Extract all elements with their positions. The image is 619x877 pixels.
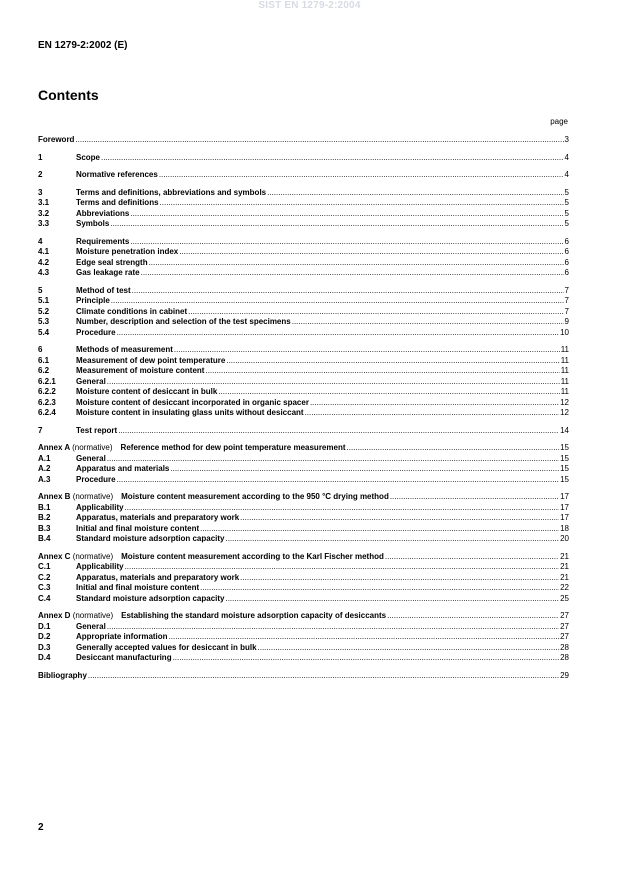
toc-entry-label: Standard moisture adsorption capacity bbox=[76, 534, 225, 543]
dot-leader bbox=[132, 286, 564, 297]
toc-entry-number: A.1 bbox=[38, 453, 51, 463]
annex-name: Annex A bbox=[38, 443, 70, 452]
toc-entry-page: 28 bbox=[560, 653, 569, 662]
dot-leader bbox=[258, 643, 560, 654]
dot-leader bbox=[130, 237, 563, 248]
toc-entry-number: B.4 bbox=[38, 534, 51, 543]
toc-entry-page: 12 bbox=[560, 397, 569, 407]
annex-toc-entry[interactable] bbox=[38, 503, 569, 514]
toc-entry-label: Procedure bbox=[76, 327, 116, 337]
toc-entry-number: D.3 bbox=[38, 642, 51, 652]
dot-leader bbox=[159, 170, 564, 181]
page-number: 2 bbox=[38, 822, 44, 833]
page-column-label: page bbox=[550, 117, 568, 126]
dot-leader bbox=[188, 307, 563, 318]
toc-entry-page: 7 bbox=[564, 296, 569, 305]
toc-entry-number: D.1 bbox=[38, 621, 51, 631]
dot-leader bbox=[305, 408, 560, 419]
toc-entry-page: 5 bbox=[564, 208, 569, 218]
annex-toc-entry[interactable] bbox=[38, 475, 569, 486]
annex-title: Reference method for dew point temperature measurement bbox=[120, 443, 346, 452]
toc-entry-page: 9 bbox=[564, 317, 569, 326]
toc-entry-label: Methods of measurement bbox=[76, 345, 173, 354]
annex-toc-entry[interactable] bbox=[38, 562, 569, 573]
toc-entry-number: B.2 bbox=[38, 513, 51, 522]
annex-toc-entry[interactable] bbox=[38, 643, 569, 654]
toc-entry[interactable] bbox=[38, 356, 569, 367]
toc-entry-number: 3.2 bbox=[38, 208, 50, 218]
toc-entry-number: 4.2 bbox=[38, 257, 50, 267]
toc-entry[interactable] bbox=[38, 247, 569, 258]
toc-entry[interactable] bbox=[38, 209, 569, 220]
toc-entry-page: 29 bbox=[560, 670, 569, 680]
toc-entry-page: 22 bbox=[560, 583, 569, 592]
toc-entry-label: Terms and definitions bbox=[76, 198, 159, 207]
toc-entry-page: 20 bbox=[560, 534, 569, 543]
annex-name: Annex C bbox=[38, 551, 71, 561]
toc-entry-label: Abbreviations bbox=[76, 208, 130, 218]
toc-entry-label: Moisture content in insulating glass units without desiccant bbox=[76, 408, 304, 417]
annex-toc-entry[interactable] bbox=[38, 534, 569, 545]
toc-entry-label: General bbox=[76, 453, 106, 463]
toc-entry-label: Scope bbox=[76, 152, 101, 162]
toc-entry-label: Terms and definitions, abbreviations and symbols bbox=[76, 187, 267, 197]
toc-entry-label: Normative references bbox=[76, 170, 158, 179]
toc-entry-page: 11 bbox=[560, 387, 569, 396]
dot-leader bbox=[118, 426, 559, 437]
page-title: Contents bbox=[38, 87, 99, 103]
dot-leader bbox=[200, 583, 559, 594]
dot-leader bbox=[225, 594, 559, 605]
toc-entry[interactable] bbox=[38, 426, 569, 437]
dot-leader bbox=[240, 513, 559, 524]
document-id: EN 1279-2:2002 (E) bbox=[38, 40, 128, 51]
toc-entry-label: Appropriate information bbox=[76, 632, 168, 641]
toc-entry-page: 28 bbox=[560, 642, 569, 652]
toc-entry-label: Requirements bbox=[76, 236, 130, 246]
toc-entry-page: 18 bbox=[560, 523, 569, 533]
toc-entry[interactable] bbox=[38, 286, 569, 297]
annex-kind: (normative) bbox=[72, 611, 114, 620]
toc-entry-number: C.4 bbox=[38, 593, 51, 603]
annex-page: 15 bbox=[560, 443, 569, 452]
dot-leader bbox=[205, 366, 559, 377]
toc-entry-number: 6.2.1 bbox=[38, 376, 56, 386]
toc-entry-number: 1 bbox=[38, 152, 43, 162]
toc-entry-number: 3.1 bbox=[38, 198, 50, 207]
toc-entry[interactable] bbox=[38, 258, 569, 269]
toc-entry-number: B.1 bbox=[38, 502, 51, 512]
toc-entry-page: 3 bbox=[564, 135, 569, 144]
toc-entry-page: 5 bbox=[564, 219, 569, 228]
toc-entry-label: Standard moisture adsorption capacity bbox=[76, 593, 225, 603]
toc-entry[interactable] bbox=[38, 268, 569, 279]
annex-heading[interactable] bbox=[38, 611, 569, 622]
dot-leader bbox=[110, 219, 563, 230]
toc-entry-number: 5.4 bbox=[38, 327, 50, 337]
toc-entry[interactable] bbox=[38, 307, 569, 318]
dot-leader bbox=[240, 573, 559, 584]
dot-leader bbox=[149, 258, 564, 269]
annex-toc-entry[interactable] bbox=[38, 632, 569, 643]
annex-toc-entry[interactable] bbox=[38, 583, 569, 594]
annex-title: Establishing the standard moisture adsorption capacity of desiccants bbox=[121, 611, 387, 620]
annex-toc-entry[interactable] bbox=[38, 524, 569, 535]
dot-leader bbox=[107, 622, 559, 633]
dot-leader bbox=[173, 653, 560, 664]
toc-entry-label: Test report bbox=[76, 425, 118, 435]
dot-leader bbox=[125, 503, 560, 514]
toc-entry-number: B.3 bbox=[38, 523, 51, 533]
toc-entry-number: 6.2.2 bbox=[38, 387, 56, 396]
toc-entry[interactable] bbox=[38, 135, 569, 146]
dot-leader bbox=[179, 247, 563, 258]
toc-entry[interactable] bbox=[38, 170, 569, 181]
dot-leader bbox=[170, 464, 559, 475]
toc-entry-label: Apparatus and materials bbox=[76, 464, 170, 473]
toc-entry-label: Desiccant manufacturing bbox=[76, 653, 172, 662]
toc-entry-page: 4 bbox=[564, 152, 569, 162]
toc-entry-page: 7 bbox=[564, 285, 569, 295]
dot-leader bbox=[200, 524, 559, 535]
annex-toc-entry[interactable] bbox=[38, 464, 569, 475]
toc-entry-page: 5 bbox=[564, 198, 569, 207]
toc-entry-label: Edge seal strength bbox=[76, 257, 148, 267]
dot-leader bbox=[101, 153, 564, 164]
toc-entry-label: Moisture content of desiccant incorporated in organic spacer bbox=[76, 397, 309, 407]
dot-leader bbox=[117, 328, 560, 339]
toc-entry-label: Principle bbox=[76, 296, 110, 305]
dot-leader bbox=[88, 671, 559, 682]
toc-entry-label: Climate conditions in cabinet bbox=[76, 306, 188, 316]
annex-page: 21 bbox=[560, 551, 569, 561]
toc-entry-label: Gas leakage rate bbox=[76, 268, 140, 277]
toc-entry-number: 5 bbox=[38, 285, 43, 295]
toc-entry-label: Apparatus, materials and preparatory work bbox=[76, 513, 240, 522]
annex-kind: (normative) bbox=[72, 551, 114, 561]
toc-entry-number: 5.3 bbox=[38, 317, 50, 326]
toc-entry-number: 5.2 bbox=[38, 306, 50, 316]
toc-entry-number: D.2 bbox=[38, 632, 51, 641]
dot-leader bbox=[387, 611, 559, 622]
toc-entry-page: 15 bbox=[560, 474, 569, 484]
dot-leader bbox=[225, 534, 559, 545]
dot-leader bbox=[141, 268, 564, 279]
toc-entry[interactable] bbox=[38, 153, 569, 164]
dot-leader bbox=[218, 387, 559, 398]
toc-entry-label: Applicability bbox=[76, 502, 124, 512]
annex-heading[interactable] bbox=[38, 552, 569, 563]
toc-entry-number: 3.3 bbox=[38, 219, 50, 228]
toc-entry-page: 15 bbox=[560, 464, 569, 473]
toc-entry[interactable] bbox=[38, 366, 569, 377]
annex-label bbox=[38, 552, 384, 563]
toc-entry-number: 5.1 bbox=[38, 296, 50, 305]
toc-entry[interactable] bbox=[38, 328, 569, 339]
toc-entry-label: Foreword bbox=[38, 135, 75, 144]
toc-entry-page: 21 bbox=[560, 562, 569, 571]
toc-entry[interactable] bbox=[38, 398, 569, 409]
toc-entry-number: 4 bbox=[38, 236, 43, 246]
toc-entry-number: D.4 bbox=[38, 653, 51, 662]
toc-entry-page: 5 bbox=[564, 187, 569, 197]
dot-leader bbox=[111, 296, 564, 307]
toc-entry-page: 4 bbox=[564, 170, 569, 179]
toc-entry[interactable] bbox=[38, 198, 569, 209]
toc-entry-number: A.2 bbox=[38, 464, 51, 473]
toc-entry-page: 11 bbox=[560, 355, 569, 365]
dot-leader bbox=[75, 135, 563, 146]
annex-label bbox=[38, 492, 389, 503]
toc-entry-label: Measurement of moisture content bbox=[76, 366, 205, 375]
toc-entry[interactable] bbox=[38, 377, 569, 388]
toc-entry-number: 6.2.4 bbox=[38, 408, 56, 417]
dot-leader bbox=[226, 356, 559, 367]
toc-entry-number: 2 bbox=[38, 170, 43, 179]
toc-entry[interactable] bbox=[38, 219, 569, 230]
annex-label bbox=[38, 443, 346, 454]
dot-leader bbox=[310, 398, 559, 409]
toc-entry-label: Symbols bbox=[76, 219, 110, 228]
annex-title: Moisture content measurement according to the Karl Fischer method bbox=[121, 551, 384, 561]
toc-entry-page: 17 bbox=[560, 502, 569, 512]
annex-heading[interactable] bbox=[38, 492, 569, 503]
annex-kind: (normative) bbox=[72, 443, 113, 452]
dot-leader bbox=[125, 562, 560, 573]
table-of-contents bbox=[38, 135, 569, 681]
annex-toc-entry[interactable] bbox=[38, 653, 569, 664]
dot-leader bbox=[347, 443, 560, 454]
annex-toc-entry[interactable] bbox=[38, 573, 569, 584]
toc-entry-number: C.1 bbox=[38, 562, 51, 571]
toc-entry-page: 14 bbox=[560, 425, 569, 435]
toc-entry-page: 7 bbox=[564, 306, 569, 316]
annex-page: 27 bbox=[560, 611, 569, 620]
toc-entry-page: 6 bbox=[564, 236, 569, 246]
toc-entry-label: Initial and final moisture content bbox=[76, 583, 200, 592]
annex-toc-entry[interactable] bbox=[38, 454, 569, 465]
annex-title: Moisture content measurement according to the 950 °C drying method bbox=[121, 492, 389, 501]
annex-name: Annex B bbox=[38, 492, 71, 501]
toc-entry-page: 6 bbox=[564, 268, 569, 277]
toc-entry-label: Initial and final moisture content bbox=[76, 523, 200, 533]
toc-entry[interactable] bbox=[38, 237, 569, 248]
toc-entry-label: Measurement of dew point temperature bbox=[76, 355, 226, 365]
dot-leader bbox=[174, 345, 560, 356]
toc-entry[interactable] bbox=[38, 345, 569, 356]
toc-entry-page: 11 bbox=[560, 345, 569, 354]
toc-entry-number: 6.2 bbox=[38, 366, 50, 375]
toc-entry-page: 12 bbox=[560, 408, 569, 417]
toc-entry-label: Moisture penetration index bbox=[76, 247, 179, 256]
toc-entry-number: 6.1 bbox=[38, 355, 50, 365]
toc-entry-page: 11 bbox=[560, 376, 569, 386]
dot-leader bbox=[130, 209, 563, 220]
toc-entry-label: Applicability bbox=[76, 562, 124, 571]
annex-page: 17 bbox=[560, 492, 569, 501]
toc-entry[interactable] bbox=[38, 408, 569, 419]
toc-entry-page: 21 bbox=[560, 572, 569, 582]
toc-entry-label: Bibliography bbox=[38, 670, 87, 680]
toc-entry-number: 4.3 bbox=[38, 268, 50, 277]
toc-entry-label: General bbox=[76, 376, 106, 386]
toc-entry-number: 6 bbox=[38, 345, 43, 354]
annex-toc-entry[interactable] bbox=[38, 513, 569, 524]
toc-entry-page: 27 bbox=[560, 621, 569, 631]
toc-entry[interactable] bbox=[38, 317, 569, 328]
toc-entry-page: 6 bbox=[564, 257, 569, 267]
toc-entry-bibliography[interactable] bbox=[38, 671, 569, 682]
dot-leader bbox=[107, 454, 559, 465]
dot-leader bbox=[390, 492, 559, 503]
toc-entry-label: Generally accepted values for desiccant in bulk bbox=[76, 642, 257, 652]
dot-leader bbox=[385, 552, 559, 563]
toc-entry-page: 6 bbox=[564, 247, 569, 256]
toc-entry-number: 4.1 bbox=[38, 247, 50, 256]
toc-entry[interactable] bbox=[38, 296, 569, 307]
toc-entry-label: Apparatus, materials and preparatory work bbox=[76, 572, 240, 582]
toc-entry-number: A.3 bbox=[38, 474, 51, 484]
toc-entry[interactable] bbox=[38, 387, 569, 398]
dot-leader bbox=[292, 317, 564, 328]
dot-leader bbox=[117, 475, 560, 486]
toc-entry-number: 6.2.3 bbox=[38, 397, 56, 407]
toc-entry-label: Method of test bbox=[76, 285, 131, 295]
toc-entry-number: C.2 bbox=[38, 572, 51, 582]
annex-toc-entry[interactable] bbox=[38, 594, 569, 605]
annex-name: Annex D bbox=[38, 611, 71, 620]
annex-heading[interactable] bbox=[38, 443, 569, 454]
toc-entry-page: 11 bbox=[560, 366, 569, 375]
dot-leader bbox=[169, 632, 560, 643]
toc-entry-number: C.3 bbox=[38, 583, 51, 592]
toc-entry-number: 3 bbox=[38, 187, 43, 197]
dot-leader bbox=[267, 188, 563, 199]
toc-entry-page: 27 bbox=[560, 632, 569, 641]
toc-entry-label: Number, description and selection of the test specimens bbox=[76, 317, 291, 326]
toc-entry-label: Moisture content of desiccant in bulk bbox=[76, 387, 218, 396]
toc-entry-label: General bbox=[76, 621, 106, 631]
toc-entry[interactable] bbox=[38, 188, 569, 199]
toc-entry-number: 7 bbox=[38, 425, 43, 435]
toc-entry-page: 15 bbox=[560, 453, 569, 463]
toc-entry-page: 17 bbox=[560, 513, 569, 522]
toc-entry-page: 25 bbox=[560, 593, 569, 603]
toc-entry-page: 10 bbox=[560, 327, 569, 337]
dot-leader bbox=[107, 377, 560, 388]
watermark: SIST EN 1279-2:2004 bbox=[258, 0, 361, 11]
dot-leader bbox=[160, 198, 564, 209]
annex-kind: (normative) bbox=[72, 492, 114, 501]
annex-toc-entry[interactable] bbox=[38, 622, 569, 633]
toc-entry-label: Procedure bbox=[76, 474, 116, 484]
annex-label bbox=[38, 611, 386, 622]
